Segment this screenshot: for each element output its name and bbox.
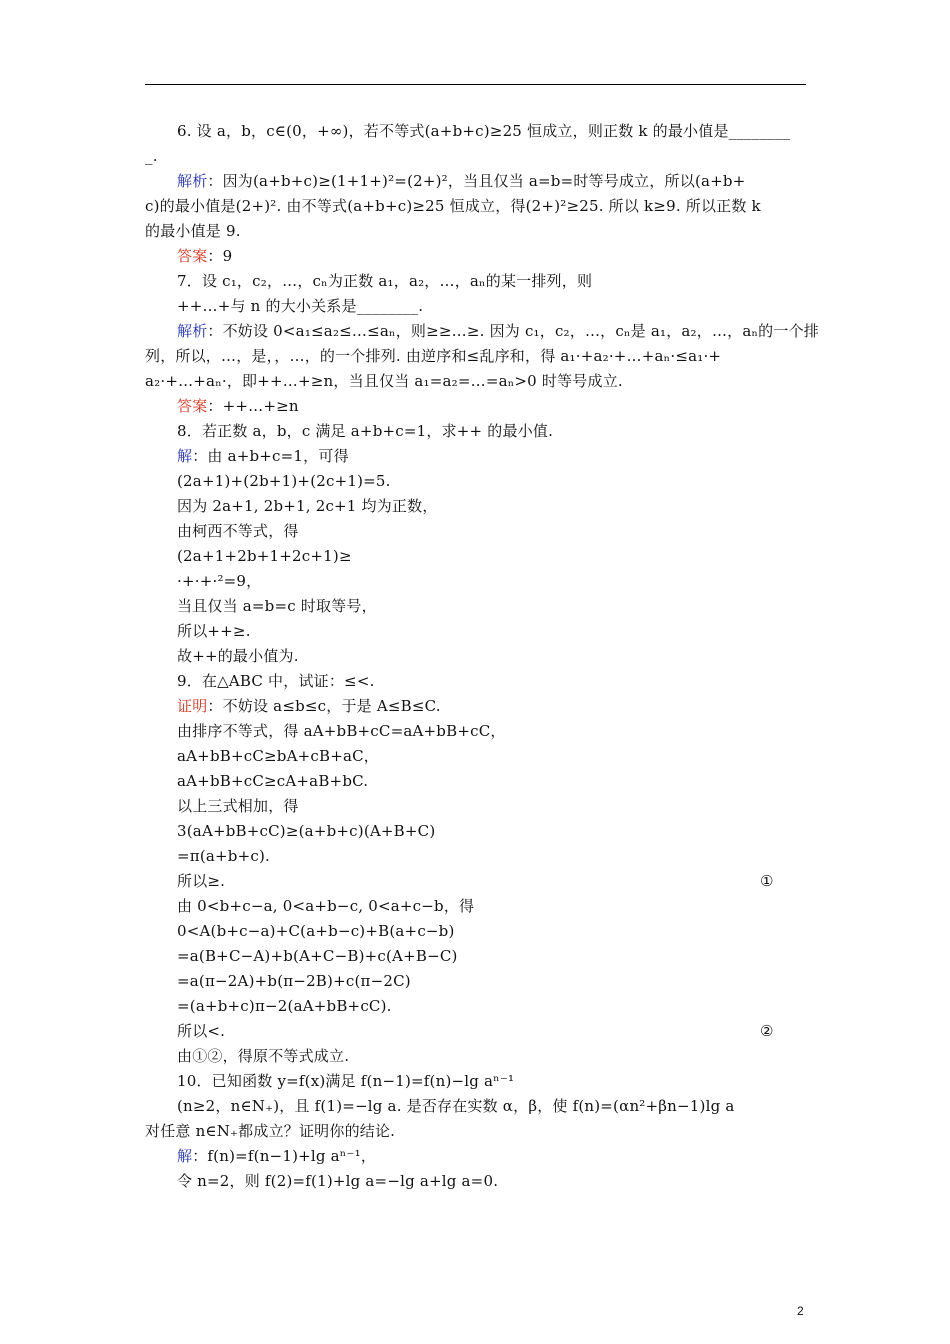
- text-line: [177, 896, 474, 916]
- text-line: [177, 696, 441, 716]
- text-line: [177, 771, 368, 791]
- text-line: [145, 221, 241, 241]
- text-line: [177, 871, 225, 891]
- text-line: [177, 1046, 349, 1066]
- line-text: =(a+b+c)π−2(aA+bB+cC).: [177, 997, 392, 1015]
- equation-marker: ①: [760, 872, 774, 890]
- line-text: 由排序不等式，得 aA+bB+cC=aA+bB+cC，: [177, 722, 506, 740]
- line-text: ：由 a+b+c=1，可得: [192, 447, 349, 465]
- section-label: 解: [177, 1147, 193, 1165]
- line-text: 当且仅当 a=b=c 时取等号，: [177, 597, 377, 615]
- line-text: 的最小值是 9.: [145, 222, 241, 240]
- line-text: ·+·+·²=9，: [177, 572, 262, 590]
- text-line: [177, 971, 411, 991]
- line-text: 故++的最小值为.: [177, 647, 299, 665]
- section-label: 答案: [177, 397, 208, 415]
- text-line: [177, 1021, 225, 1041]
- line-text: 9．在△ABC 中，试证：≤<.: [177, 672, 375, 690]
- text-line: [177, 471, 391, 491]
- text-line: [177, 921, 455, 941]
- line-text: 令 n=2，则 f(2)=f(1)+lg a=−lg a+lg a=0.: [177, 1172, 499, 1190]
- text-line: [145, 346, 721, 366]
- header-rule: [145, 84, 806, 85]
- text-line: [177, 321, 819, 341]
- line-text: (n≥2，n∈N₊)，且 f(1)=−lg a. 是否存在实数 α，β，使 f(n)=(αn²+βn−1)lg a: [177, 1097, 735, 1115]
- text-line: [177, 796, 299, 816]
- line-text: =a(π−2A)+b(π−2B)+c(π−2C): [177, 972, 411, 990]
- line-text: ：9: [207, 247, 233, 265]
- section-label: 答案: [177, 247, 208, 265]
- text-line: [177, 846, 270, 866]
- text-line: [177, 246, 232, 266]
- line-text: 由 0<b+c−a, 0<a+b−c, 0<a+c−b，得: [177, 897, 475, 915]
- page-number: 2: [797, 1304, 804, 1318]
- text-line: [177, 821, 435, 841]
- line-text: 由柯西不等式，得: [177, 522, 299, 540]
- line-text: =π(a+b+c).: [177, 847, 270, 865]
- text-line: [177, 621, 251, 641]
- line-text: ：f(n)=f(n−1)+lg aⁿ⁻¹，: [192, 1147, 377, 1165]
- line-text: ：不妨设 0<a₁≤a₂≤…≤aₙ，则≥≥…≥. 因为 c₁，c₂，…，cₙ是 a₁，a₂，…，aₙ的一个排: [207, 322, 819, 340]
- section-label: 解析: [177, 172, 208, 190]
- line-text: 所以≥.: [177, 872, 226, 890]
- text-line: [177, 596, 377, 616]
- text-line: [177, 546, 352, 566]
- line-text: aA+bB+cC≥cA+aB+bC.: [177, 772, 369, 790]
- text-line: [177, 1146, 376, 1166]
- line-text: 3(aA+bB+cC)≥(a+b+c)(A+B+C): [177, 822, 436, 840]
- text-line: [177, 171, 746, 191]
- text-line: [177, 121, 790, 141]
- line-text: 10．已知函数 y=f(x)满足 f(n−1)=f(n)−lg aⁿ⁻¹: [177, 1072, 515, 1090]
- line-text: ：不妨设 a≤b≤c，于是 A≤B≤C.: [207, 697, 441, 715]
- line-text: (2a+1+2b+1+2c+1)≥: [177, 547, 352, 565]
- line-text: (2a+1)+(2b+1)+(2c+1)=5.: [177, 472, 391, 490]
- line-text: =a(B+C−A)+b(A+C−B)+c(A+B−C): [177, 947, 458, 965]
- line-text: a₂·+…+aₙ·，即++…+≥n，当且仅当 a₁=a₂=…=aₙ>0 时等号成立.: [145, 372, 623, 390]
- text-line: [177, 396, 299, 416]
- text-line: [177, 421, 553, 441]
- text-line: [177, 496, 438, 516]
- text-line: [145, 1121, 395, 1141]
- line-text: ++…+与 n 的大小关系是________.: [177, 297, 424, 315]
- section-label: 解: [177, 447, 193, 465]
- text-line: [177, 446, 349, 466]
- text-line: [145, 196, 761, 216]
- line-text: 由①②，得原不等式成立.: [177, 1047, 350, 1065]
- line-text: 对任意 n∈N₊都成立？证明你的结论.: [145, 1122, 396, 1140]
- line-text: ：++…+≥n: [207, 397, 299, 415]
- text-line: [177, 996, 392, 1016]
- text-line: [177, 946, 458, 966]
- line-text: 列，所以，…，是，，…，的一个排列. 由逆序和≤乱序和，得 a₁·+a₂·+…+aₙ·≤a₁·+: [145, 347, 722, 365]
- text-line: [177, 1071, 514, 1091]
- text-line: [177, 671, 375, 691]
- line-text: 所以++≥.: [177, 622, 251, 640]
- text-line: [177, 271, 592, 291]
- text-line: [145, 146, 158, 166]
- line-text: ：因为(a+b+c)≥(1+1+)²=(2+)²，当且仅当 a=b=时等号成立，所以(a+b+: [207, 172, 746, 190]
- section-label: 证明: [177, 697, 208, 715]
- line-text: 0<A(b+c−a)+C(a+b−c)+B(a+c−b): [177, 922, 455, 940]
- line-text: aA+bB+cC≥bA+cB+aC，: [177, 747, 379, 765]
- text-line: [145, 371, 623, 391]
- equation-marker: ②: [760, 1022, 774, 1040]
- text-line: [177, 721, 506, 741]
- text-line: [177, 521, 299, 541]
- text-line: [177, 1171, 498, 1191]
- section-label: 解析: [177, 322, 208, 340]
- line-text: 因为 2a+1, 2b+1, 2c+1 均为正数，: [177, 497, 438, 515]
- text-line: [177, 296, 423, 316]
- text-line: [177, 1096, 735, 1116]
- line-text: 以上三式相加，得: [177, 797, 299, 815]
- line-text: 8．若正数 a，b，c 满足 a+b+c=1，求++ 的最小值.: [177, 422, 554, 440]
- line-text: c)的最小值是(2+)². 由不等式(a+b+c)≥25 恒成立，得(2+)²≥25. 所以 k≥9. 所以正数 k: [145, 197, 761, 215]
- text-line: [177, 571, 261, 591]
- text-line: [177, 746, 379, 766]
- line-text: _.: [145, 147, 158, 165]
- line-text: 6. 设 a，b，c∈(0，+∞)，若不等式(a+b+c)≥25 恒成立，则正数 k 的最小值是________: [177, 122, 791, 140]
- line-text: 所以<.: [177, 1022, 226, 1040]
- line-text: 7．设 c₁，c₂，…，cₙ为正数 a₁，a₂，…，aₙ的某一排列，则: [177, 272, 593, 290]
- text-line: [177, 646, 299, 666]
